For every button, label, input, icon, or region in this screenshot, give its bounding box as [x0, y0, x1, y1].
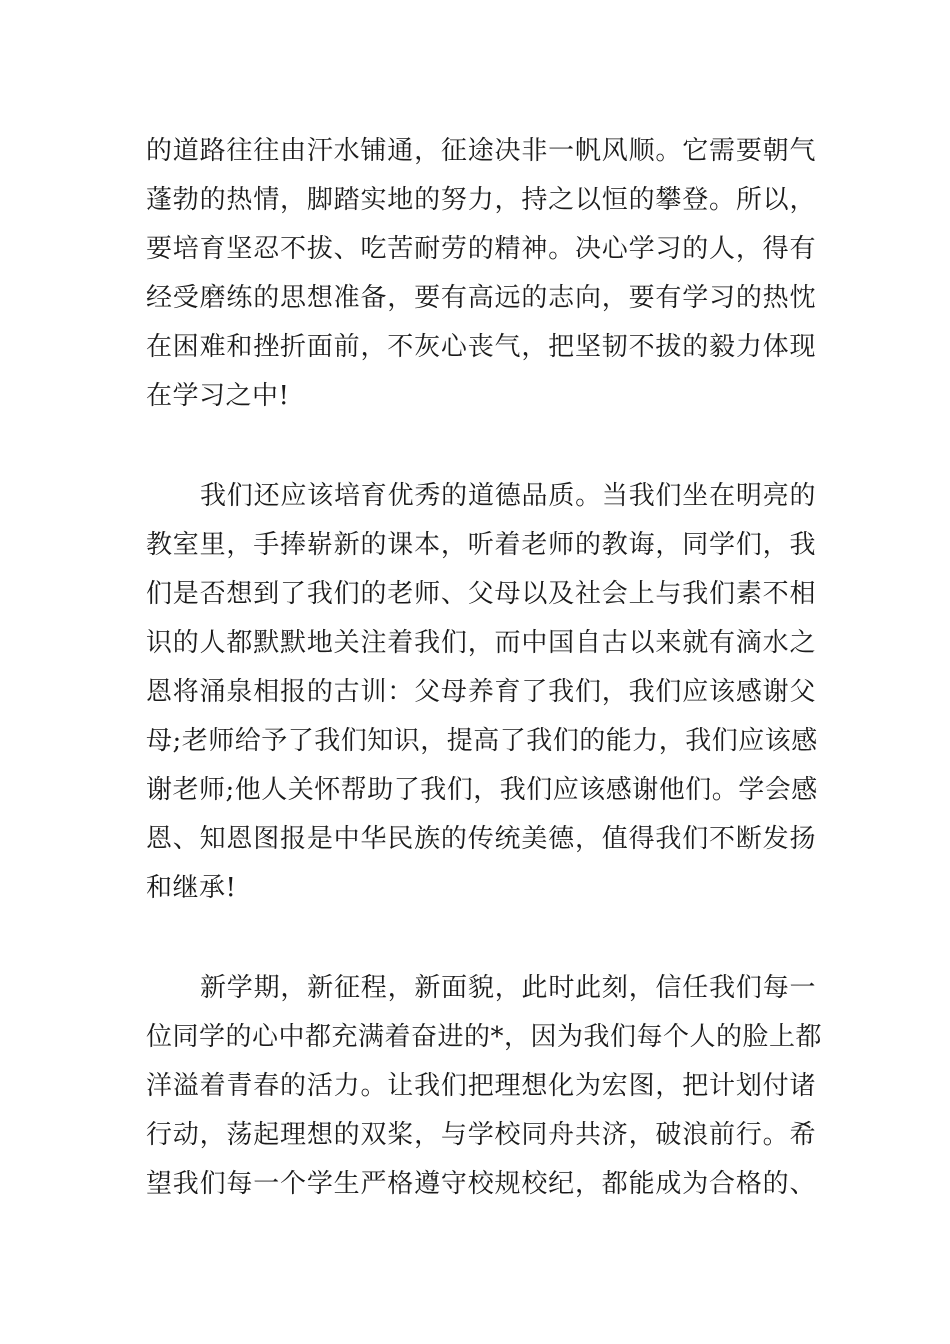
text-line: 洋溢着青春的活力。让我们把理想化为宏图，把计划付诸: [146, 1071, 816, 1101]
text-line: 恩、知恩图报是中华民族的传统美德，值得我们不断发扬: [146, 824, 816, 854]
text-line: 谢老师;他人关怀帮助了我们，我们应该感谢他们。学会感: [146, 775, 818, 805]
text-line: 蓬勃的热情，脚踏实地的努力，持之以恒的攀登。所以，: [146, 185, 816, 215]
text-line: 在学习之中!: [146, 381, 290, 411]
text-line: 的道路往往由汗水铺通，征途决非一帆风顺。它需要朝气: [146, 136, 816, 166]
text-line: 我们还应该培育优秀的道德品质。当我们坐在明亮的: [200, 481, 816, 511]
text-line: 识的人都默默地关注着我们，而中国自古以来就有滴水之: [146, 628, 816, 658]
text-line: 和继承!: [146, 873, 237, 903]
text-line: 教室里，手捧崭新的课本，听着老师的教诲，同学们，我: [146, 530, 816, 560]
paragraph-3: [146, 964, 823, 1209]
text-line: 位同学的心中都充满着奋进的*，因为我们每个人的脸上都: [146, 1022, 823, 1052]
text-line: 新学期，新征程，新面貌，此时此刻，信任我们每一: [200, 973, 816, 1003]
text-line: 行动，荡起理想的双桨，与学校同舟共济，破浪前行。希: [146, 1120, 816, 1150]
paragraph-2: [146, 472, 816, 913]
text-line: 母;老师给予了我们知识，提高了我们的能力，我们应该感: [146, 726, 818, 756]
text-line: 望我们每一个学生严格遵守校规校纪，都能成为合格的、: [146, 1169, 816, 1199]
text-line: 要培育坚忍不拔、吃苦耐劳的精神。决心学习的人，得有: [146, 234, 816, 264]
text-line: 经受磨练的思想准备，要有高远的志向，要有学习的热忱: [146, 283, 816, 313]
paragraph-1: [146, 127, 816, 421]
text-line: 们是否想到了我们的老师、父母以及社会上与我们素不相: [146, 579, 816, 609]
text-line: 恩将涌泉相报的古训：父母养育了我们，我们应该感谢父: [146, 677, 816, 707]
text-line: 在困难和挫折面前，不灰心丧气，把坚韧不拔的毅力体现: [146, 332, 816, 362]
